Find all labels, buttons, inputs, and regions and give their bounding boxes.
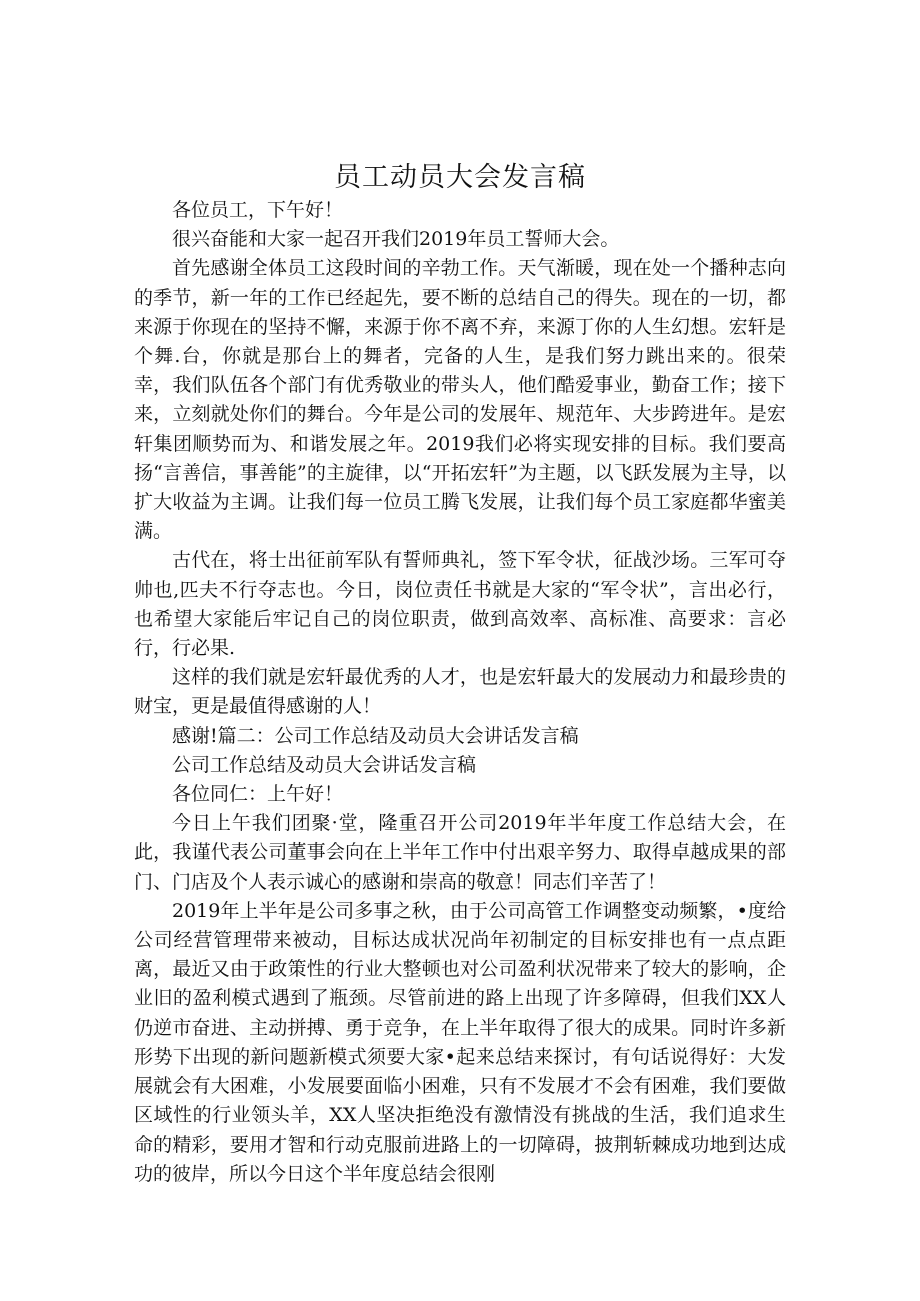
section-heading: 感谢!篇二：公司工作总结及动员大会讲话发言稿 [172, 724, 579, 747]
body-paragraph: 2019年上半年是公司多事之秋，由于公司高管工作调整变动频繁，•度给公司经营管理带来被动，目标达成状况尚年初制定的目标安排也有一点点距离，最近又由于政策性的行业大整顿也对公司盈利状况带来了较大的影响，企业旧的盈利模式遇到了瓶颈。尽管前进的路上出现了许多障碍，但我们XX人仍逆市奋进、主动拼搏、勇于竞争，在上半年取得了很大的成果。同时许多新形势下出现的新问题新模式须要大家•起来总结来探讨，有句话说得好：大发展就会有大困难，小发展要面临小困难，只有不发展才不会有困难，我们要做区域性的行业领头羊，XX人坚决拒绝没有激情没有挑战的生活，我们追求生命的精彩，要用才智和行动克服前进路上的一切障碍，披荆斩棘成功地到达成功的彼岸，所以今日这个半年度总结会很刚 [134, 899, 786, 1185]
greeting-paragraph: 各位同仁：上午好！ [172, 783, 344, 806]
body-paragraph: 首先感谢全体员工这段时间的辛勃工作。天气渐暖，现在处一个播种志向的季节，新一年的工作已经起先，要不断的总结自己的得失。现在的一切，都来源于你现在的坚持不懈，来源于你不离不弃，来源丁你的人生幻想。宏轩是个舞.台，你就是那台上的舞者，完备的人生，是我们努力跳出来的。很荣幸，我们队伍各个部门有优秀敬业的带头人，他们酷爱事业，勤奋工作；接下来，立刻就处你们的舞台。今年是公司的发展年、规范年、大步跨进年。是宏轩集团顺势而为、和谐发展之年。2019我们必将实现安排的目标。我们要高扬“言善信，事善能”的主旋律，以“开拓宏轩”为主题，以飞跃发展为主导，以扩大收益为主调。让我们每一位员工腾飞发展，让我们每个员工家庭都华蜜美满。 [134, 257, 786, 543]
section-subtitle: 公司工作总结及动员大会讲话发言稿 [172, 753, 477, 776]
opening-paragraph: 很兴奋能和大家一起召开我们2019年员工誓师大会。 [172, 228, 620, 251]
greeting-paragraph: 各位员工，下午好！ [172, 199, 344, 221]
body-paragraph: 这样的我们就是宏轩最优秀的人才，也是宏轩最大的发展动力和最珍贵的财宝，更是最值得感谢的人！ [134, 666, 786, 718]
body-paragraph: 今日上午我们团聚·堂，隆重召开公司2019年半年度工作总结大会，在此，我谨代表公司董事会向在上半年工作中付出艰辛努力、取得卓越成果的部门、门店及个人表示诚心的感谢和崇高的敬意！同志们辛苦了！ [134, 812, 786, 893]
body-paragraph: 古代在，将士出征前军队有誓师典礼，签下军令状，征战沙场。三军可夺帅也,匹夫不行夺志也。今日，岗位责任书就是大家的“军令状”，言出必行，也希望大家能后牢记自己的岗位职责，做到高效率、高标准、高要求：言必行，行必果. [134, 549, 786, 660]
document-title: 员工动员大会发言稿 [334, 162, 586, 193]
document-body [134, 196, 786, 1189]
